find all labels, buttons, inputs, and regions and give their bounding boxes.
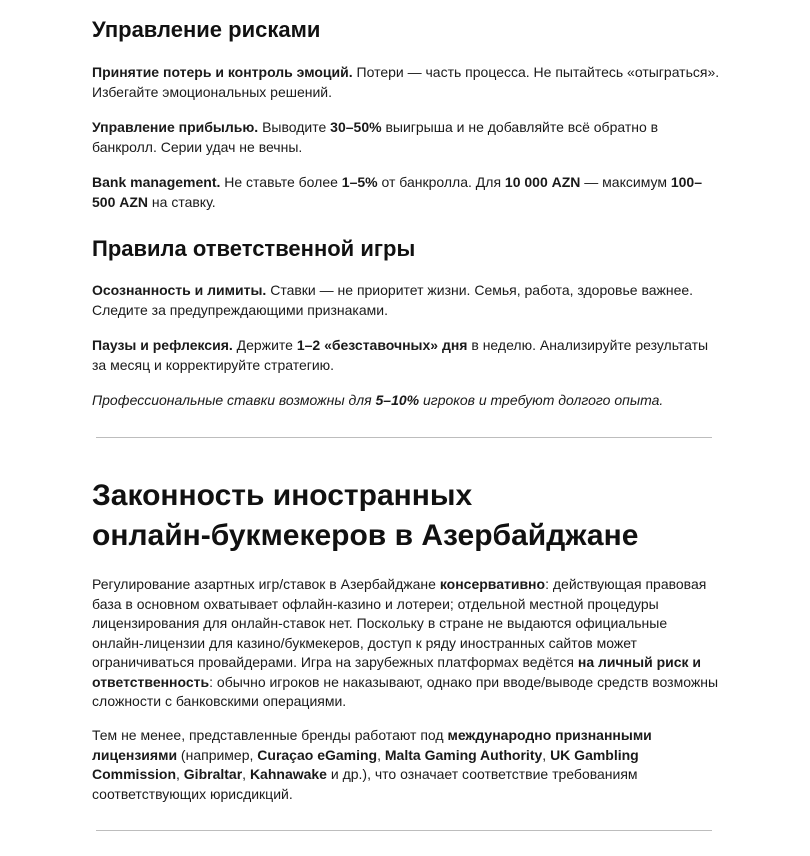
bold-term: Принятие потерь и контроль эмоций. [92, 64, 353, 80]
paragraph-pauses: Паузы и рефлексия. Держите 1–2 «безставочных» дня в неделю. Анализируйте результаты за месяц и корректируйте стратегию. [92, 337, 709, 373]
paragraph-loss-acceptance: Принятие потерь и контроль эмоций. Потери — часть процесса. Не пытайтесь «отыграться». Избегайте эмоциональных решений. [92, 64, 720, 100]
section-title-risk: Управление рисками [92, 17, 321, 42]
section-title-responsible: Правила ответственной игры [92, 236, 416, 261]
paragraph-awareness-limits: Осознанность и лимиты. Ставки — не приоритет жизни. Семья, работа, здоровье важнее. Следите за предупреждающими признаками. [92, 282, 694, 318]
page-title-legality: Законность иностранных онлайн-букмекеров в Азербайджане [92, 479, 639, 552]
note-professional-betting: Профессиональные ставки возможны для 5–10% игроков и требуют долгого опыта. [92, 392, 664, 408]
paragraph-regulation: Регулирование азартных игр/ставок в Азербайджане консервативно: действующая правовая база в основном охватывает офлайн-казино и лотереи; отдельной местной процедуры лицензирования для онлайн-ставок нет. Поскольку в стране не выдаются официальные онлайн-лицензии для казино/букмекеров, доступ к ряду иностранных сайтов может ограничиваться провайдерами. Игра на зарубежных платформах ведётся на личный риск и ответственность: обычно игроков не наказывают, однако при вводе/выводе средств возможны сложности с банковскими операциями. [92, 576, 719, 709]
paragraph-profit-management: Управление прибылью. Выводите 30–50% выигрыша и не добавляйте всё обратно в банкролл. Серии удач не вечны. [92, 119, 659, 155]
paragraph-licenses: Тем не менее, представленные бренды работают под международно признанными лицензиями (например, Curaçao eGaming, Malta Gaming Authority, UK Gambling Commission, Gibraltar, Kahnawake и др.), что означает соответствие требованиям соответствующих юрисдикций. [92, 727, 652, 802]
divider [96, 830, 712, 831]
divider [96, 437, 712, 438]
paragraph-bank-management: Bank management. Не ставьте более 1–5% от банкролла. Для 10 000 AZN — максимум 100–500 AZN на ставку. [92, 174, 702, 210]
